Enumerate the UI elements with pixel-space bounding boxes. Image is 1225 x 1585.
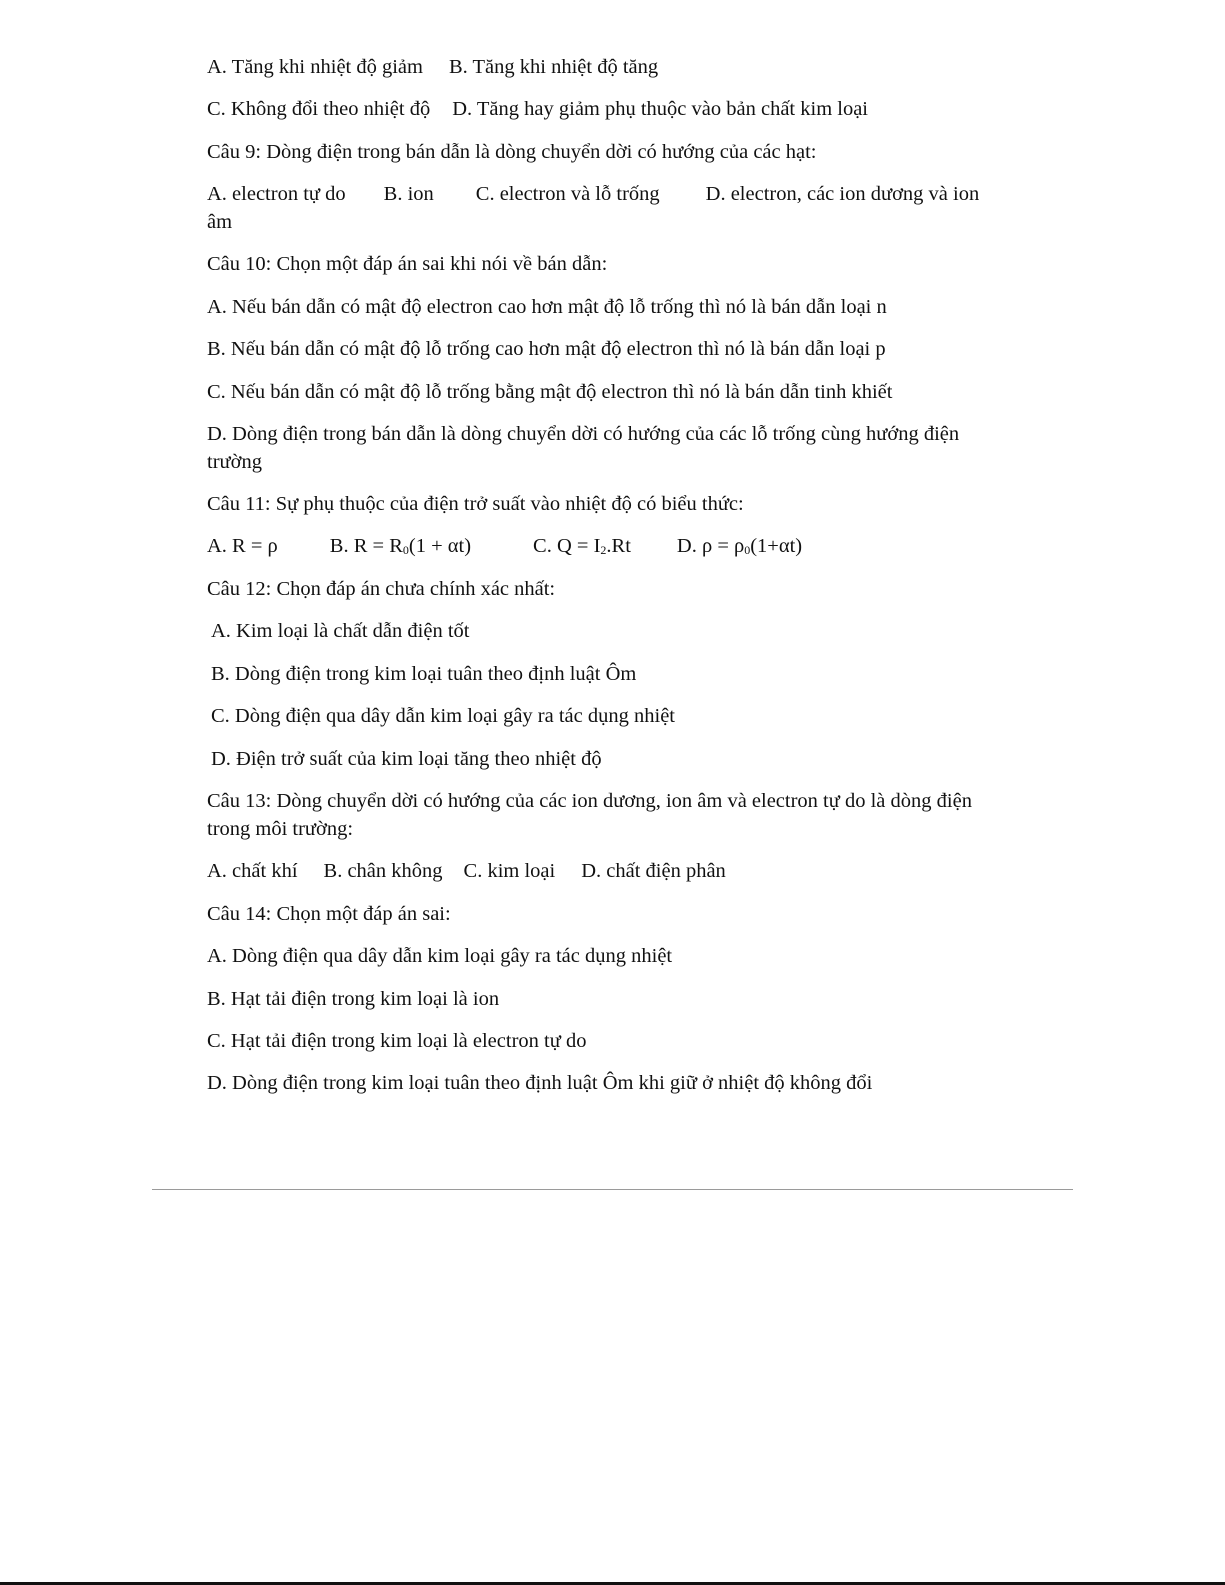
q11-options-row bbox=[207, 532, 802, 560]
q8-option-d: D. Tăng hay giảm phụ thuộc vào bản chất kim loại bbox=[452, 98, 869, 120]
q10-option-d: D. Dòng điện trong bán dẫn là dòng chuyển dời có hướng của các lỗ trống cùng hướng điện trường bbox=[207, 423, 960, 473]
q13-option-b: B. chân không bbox=[323, 860, 443, 882]
q14-option-a: A. Dòng điện qua dây dẫn kim loại gây ra tác dụng nhiệt bbox=[207, 945, 673, 967]
q9-option-b: B. ion bbox=[383, 183, 434, 205]
q13-question: Câu 13: Dòng chuyển dời có hướng của các ion dương, ion âm và electron tự do là dòng điện trong môi trường: bbox=[207, 790, 972, 840]
q9-option-d-wrap: âm bbox=[207, 211, 233, 233]
q13-options-row bbox=[207, 857, 726, 885]
q8-option-b: B. Tăng khi nhiệt độ tăng bbox=[448, 56, 659, 78]
q10-option-b: B. Nếu bán dẫn có mật độ lỗ trống cao hơn mật độ electron thì nó là bán dẫn loại p bbox=[207, 338, 886, 360]
q9-option-c: C. electron và lỗ trống bbox=[475, 183, 660, 205]
q9-question: Câu 9: Dòng điện trong bán dẫn là dòng chuyển dời có hướng của các hạt: bbox=[207, 141, 817, 163]
q11-option-d: D. $\rho = \rho_0(1+\alpha t)$ bbox=[676, 535, 803, 557]
q12-option-a: A. Kim loại là chất dẫn điện tốt bbox=[211, 620, 470, 642]
q12-option-c: C. Dòng điện qua dây dẫn kim loại gây ra tác dụng nhiệt bbox=[211, 705, 675, 727]
footer-divider bbox=[152, 1189, 1073, 1190]
q13-option-a: A. chất khí bbox=[207, 860, 298, 882]
q10-option-c: C. Nếu bán dẫn có mật độ lỗ trống bằng mật độ electron thì nó là bán dẫn tinh khiết bbox=[207, 381, 893, 403]
q9-option-a: A. electron tự do bbox=[207, 183, 346, 205]
q8-options-row-2 bbox=[207, 95, 868, 123]
q14-option-c: C. Hạt tải điện trong kim loại là electron tự do bbox=[207, 1030, 587, 1052]
q10-option-a: A. Nếu bán dẫn có mật độ electron cao hơn mật độ lỗ trống thì nó là bán dẫn loại n bbox=[207, 296, 887, 318]
q8-option-c: C. Không đổi theo nhiệt độ bbox=[207, 98, 431, 120]
q14-option-d: D. Dòng điện trong kim loại tuân theo định luật Ôm khi giữ ở nhiệt độ không đổi bbox=[207, 1072, 873, 1094]
q9-option-d-line1: D. electron, các ion dương và ion bbox=[705, 183, 980, 205]
q11-option-b: B. $R = R_0(1 + \alpha t)$ bbox=[329, 535, 472, 557]
q8-options-row-1 bbox=[207, 53, 658, 81]
q14-option-b: B. Hạt tải điện trong kim loại là ion bbox=[207, 988, 500, 1010]
q11-option-c: C. $Q = I_2.Rt$ bbox=[533, 535, 631, 557]
q11-question: Câu 11: Sự phụ thuộc của điện trở suất vào nhiệt độ có biểu thức: bbox=[207, 493, 744, 515]
q14-question: Câu 14: Chọn một đáp án sai: bbox=[207, 903, 451, 925]
q13-option-d: D. chất điện phân bbox=[581, 860, 726, 882]
q12-option-d: D. Điện trở suất của kim loại tăng theo nhiệt độ bbox=[211, 748, 602, 770]
q9-options-row bbox=[207, 180, 979, 208]
q11-option-a: A. R = ρ bbox=[207, 535, 278, 557]
q12-question: Câu 12: Chọn đáp án chưa chính xác nhất: bbox=[207, 578, 556, 600]
q13-option-c: C. kim loại bbox=[463, 860, 556, 882]
q10-question: Câu 10: Chọn một đáp án sai khi nói về bán dẫn: bbox=[207, 253, 608, 275]
q8-option-a: A. Tăng khi nhiệt độ giảm bbox=[207, 56, 423, 78]
q12-option-b: B. Dòng điện trong kim loại tuân theo định luật Ôm bbox=[211, 663, 637, 685]
